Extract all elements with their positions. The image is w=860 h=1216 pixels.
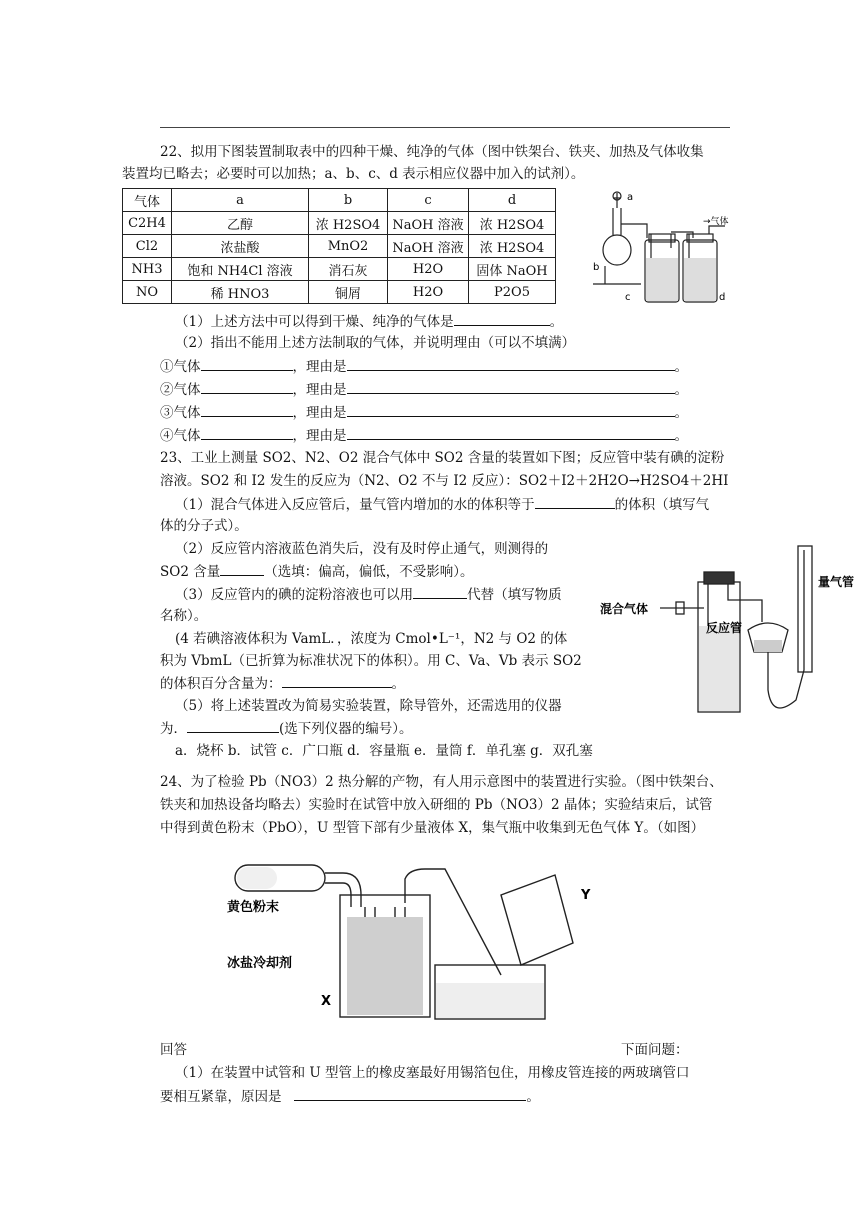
answer-blank[interactable]	[201, 379, 293, 394]
q23-part3	[175, 584, 562, 605]
answer-blank[interactable]	[294, 1086, 526, 1101]
table-cell: NaOH 溶液	[388, 212, 469, 235]
fig-label-x: X	[321, 994, 332, 1009]
q22-intro-line2: 装置均已略去；必要时可以加热；a、b、c、d 表示相应仪器中加入的试剂）。	[122, 166, 585, 182]
q23-part5-cont	[160, 718, 413, 739]
q23-part4: (4 若碘溶液体积为 VamL．，浓度为 Cmol•L⁻¹，N2 与 O2 的体	[175, 631, 568, 647]
table-cell: 稀 HNO3	[172, 281, 309, 304]
table-header: a	[172, 189, 309, 212]
table-header: c	[388, 189, 469, 212]
q23-apparatus-figure	[600, 540, 855, 730]
text: (选下列仪器的编号）。	[279, 721, 413, 737]
table-cell: 消石灰	[309, 258, 388, 281]
answer-blank[interactable]	[347, 379, 675, 394]
table-cell: H2O	[388, 281, 469, 304]
text: 要相互紧靠，原因是	[160, 1089, 282, 1105]
table-header: d	[469, 189, 556, 212]
q23-options: a．烧杯 b．试管 c．广口瓶 d．容量瓶 e．量筒 f．单孔塞 g．双孔塞	[175, 743, 593, 759]
text: （3）反应管内的碘的淀粉溶液也可以用	[175, 587, 414, 603]
answer-blank[interactable]	[282, 673, 392, 688]
q24-answer-right: 下面问题：	[621, 1042, 689, 1058]
q22-apparatus-figure	[585, 188, 735, 318]
table-row	[123, 212, 556, 235]
text: 代替（填写物质	[467, 587, 562, 603]
q22-intro-line1: 22、拟用下图装置制取表中的四种干燥、纯净的气体（图中铁架台、铁夹、加热及气体收集	[160, 144, 704, 160]
table-cell: NH3	[123, 258, 172, 281]
q23-part3-cont: 名称）。	[160, 608, 208, 624]
q22-reagent-table	[122, 188, 556, 304]
table-header: b	[309, 189, 388, 212]
q24-intro-line1: 24、为了检验 Pb（NO3）2 热分解的产物，有人用示意图中的装置进行实验。（图中铁架台、	[160, 774, 723, 790]
q24-intro-line2: 铁夹和加热设备均略去）实验时在试管中放入研细的 Pb（NO3）2 晶体；实验结束后，试管	[160, 797, 713, 813]
q23-part1	[175, 494, 709, 515]
table-cell: 饱和 NH4Cl 溶液	[172, 258, 309, 281]
q23-intro-line1: 23、工业上测量 SO2、N2、O2 混合气体中 SO2 含量的装置如下图；反应管中装有碘的淀粉	[160, 450, 725, 466]
table-cell: Cl2	[123, 235, 172, 258]
item-reason-label: ，理由是	[292, 405, 347, 421]
q22-part2: （2）指出不能用上述方法制取的气体，并说明理由（可以不填满）	[175, 335, 576, 351]
table-row	[123, 258, 556, 281]
item-label: ③气体	[160, 405, 201, 421]
q22-part1-text: （1）上述方法中可以得到干燥、纯净的气体是	[175, 314, 454, 330]
answer-blank[interactable]	[201, 425, 293, 440]
q23-part2: （2）反应管内溶液蓝色消失后，没有及时停止通气，则测得的	[175, 541, 549, 557]
q23-part4-cont2: 的体积百分含量为： 。	[160, 673, 405, 694]
answer-blank[interactable]	[347, 402, 675, 417]
table-cell: 固体 NaOH	[469, 258, 556, 281]
q24-answer-left: 回答	[160, 1042, 187, 1058]
answer-blank[interactable]	[201, 356, 293, 371]
answer-blank[interactable]	[187, 718, 279, 733]
item-label: ②气体	[160, 382, 201, 398]
q23-part4-cont: 积为 VbmL（已折算为标准状况下的体积）。用 C、Va、Vb 表示 SO2	[160, 653, 582, 669]
fig-label-yellow-powder: 黄色粉末	[227, 900, 280, 915]
q24-part1-cont: 要相互紧靠，原因是 。	[160, 1086, 540, 1107]
q23-part2-cont	[160, 561, 473, 582]
q22-item-2: ②气体 ，理由是 。	[160, 379, 688, 400]
q24-intro-line3: 中得到黄色粉末（PbO），U 型管下部有少量液体 X，集气瓶中收集到无色气体 Y。（如图）	[160, 820, 705, 836]
fig-label-ice-salt-coolant: 冰盐冷却剂	[227, 956, 293, 971]
table-row	[123, 235, 556, 258]
text: （选填：偏高，偏低，不受影响）。	[264, 564, 474, 580]
answer-blank[interactable]	[347, 425, 675, 440]
text: SO2 含量	[160, 564, 221, 580]
q22-item-4: ④气体 ，理由是 。	[160, 425, 688, 446]
q24-apparatus-figure	[225, 855, 605, 1030]
table-cell: 浓 H2SO4	[469, 212, 556, 235]
table-cell: 乙醇	[172, 212, 309, 235]
fig-label-reaction-tube: 反应管	[706, 621, 743, 635]
q22-item-3: ③气体 ，理由是 。	[160, 402, 688, 423]
fig-label-d: d	[719, 292, 726, 303]
q23-part1-cont: 体的分子式）。	[160, 518, 248, 534]
q22-part1: （1）上述方法中可以得到干燥、纯净的气体是 。	[175, 311, 563, 332]
answer-blank[interactable]	[454, 311, 550, 326]
table-cell: NO	[123, 281, 172, 304]
fig-label-mixed-gas: 混合气体	[600, 602, 649, 616]
table-header: 气体	[123, 189, 172, 212]
answer-blank[interactable]	[220, 561, 264, 576]
table-row	[123, 281, 556, 304]
item-reason-label: ，理由是	[292, 382, 347, 398]
q22-item-1: ①气体 ，理由是 。	[160, 356, 688, 377]
item-reason-label: ，理由是	[292, 428, 347, 444]
table-cell: NaOH 溶液	[388, 235, 469, 258]
table-cell: MnO2	[309, 235, 388, 258]
header-rule	[160, 127, 730, 128]
fig-label-y: Y	[581, 888, 591, 903]
text: 的体积（填写气	[614, 497, 710, 513]
q24-part1: （1）在装置中试管和 U 型管上的橡皮塞最好用锡箔包住，用橡皮管连接的两玻璃管口	[175, 1065, 690, 1081]
fig-label-b: b	[593, 262, 600, 273]
q23-intro-line2: 溶液。SO2 和 I2 发生的反应为（N2、O2 不与 I2 反应）：SO2＋I2＋2H2O→H2SO4＋2HI	[160, 473, 729, 489]
fig-label-a: a	[627, 192, 634, 203]
fig-label-c: c	[625, 292, 631, 303]
table-cell: H2O	[388, 258, 469, 281]
item-label: ①气体	[160, 359, 201, 375]
answer-blank[interactable]	[413, 584, 467, 599]
answer-blank[interactable]	[535, 494, 615, 509]
fig-label-gas-meter: 量气管	[818, 575, 855, 589]
table-cell: 浓 H2SO4	[469, 235, 556, 258]
text: （1）混合气体进入反应管后，量气管内增加的水的体积等于	[175, 497, 535, 513]
table-cell: C2H4	[123, 212, 172, 235]
item-label: ④气体	[160, 428, 201, 444]
table-cell: 浓 H2SO4	[309, 212, 388, 235]
table-cell: 铜屑	[309, 281, 388, 304]
table-cell: P2O5	[469, 281, 556, 304]
text: 的体积百分含量为：	[160, 676, 282, 692]
text: 为．	[160, 721, 187, 737]
item-reason-label: ，理由是	[292, 359, 347, 375]
q23-part5: （5）将上述装置改为简易实验装置，除导管外，还需选用的仪器	[175, 698, 562, 714]
fig-label-gas-out: →气体	[703, 217, 729, 227]
table-header-row	[123, 189, 556, 212]
table-cell: 浓盐酸	[172, 235, 309, 258]
answer-blank[interactable]	[201, 402, 293, 417]
answer-blank[interactable]	[347, 356, 675, 371]
